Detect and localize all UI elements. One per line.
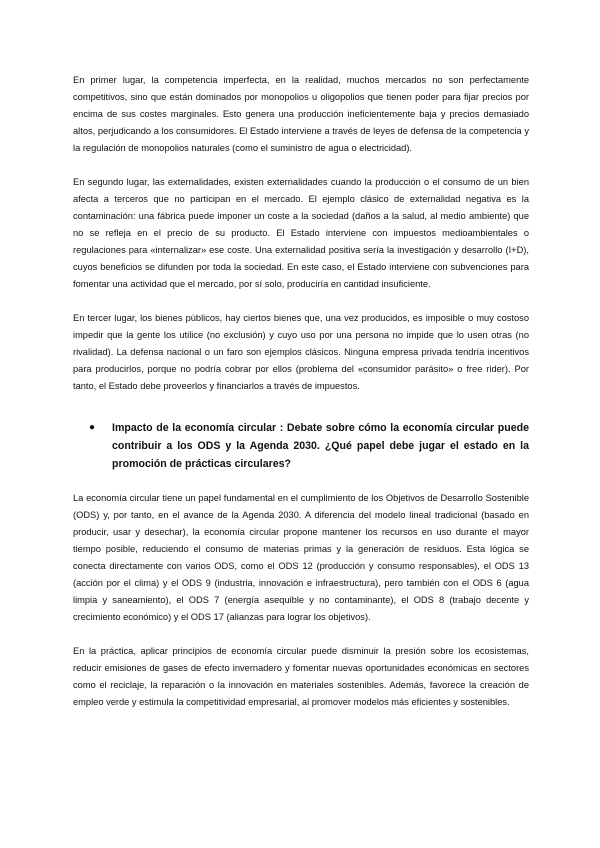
paragraph-circular-economy-ods: La economía circular tiene un papel fundamental en el cumplimiento de los Objetivos de Desarrollo Sostenible (ODS) y, por tanto, en el avance de la Agenda 2030. A diferencia del modelo lineal tradicional (basado en producir, usar y desechar), la economía circular propone mantener los recursos en uso durante el mayor tiempo posible, reduciendo el consumo de materias primas y la generación de residuos. Esta lógica se conecta directamente con varios ODS, como el ODS 12 (producción y consumo responsables), el ODS 13 (acción por el clima) y el ODS 9 (industria, innovación e infraestructura), pero también con el ODS 6 (agua limpia y saneamiento), el ODS 7 (energía asequible y no contaminante), el ODS 8 (trabajo decente y crecimiento económico) y el ODS 17 (alianzas para lograr los objetivos). (73, 493, 529, 622)
paragraph-imperfect-competition: En primer lugar, la competencia imperfecta, en la realidad, muchos mercados no son perfectamente competitivos, sino que están dominados por monopolios u oligopolios que tienen poder para fijar precios por encima de sus costes marginales. Esto genera una producción ineficientemente baja y precios demasiado altos, perjudicando a los consumidores. El Estado interviene a través de leyes de defensa de la competencia y la regulación de monopolios naturales (como el suministro de agua o electricidad). (73, 75, 529, 153)
paragraph-public-goods: En tercer lugar, los bienes públicos, hay ciertos bienes que, una vez producidos, es imposible o muy costoso impedir que la gente los utilice (no exclusión) y cuyo uso por una persona no impide que lo usen otras (no rivalidad). La defensa nacional o un faro son ejemplos clásicos. Ninguna empresa privada tendría incentivos para producirlos, porque no podría cobrar por ellos (problema del «consumidor parásito» o free rider). Por tanto, el Estado debe proveerlos y financiarlos a través de impuestos. (73, 313, 529, 391)
document-body (73, 72, 529, 728)
paragraph-circular-economy-practice: En la práctica, aplicar principios de economía circular puede disminuir la presión sobre los ecosistemas, reducir emisiones de gases de efecto invernadero y fomentar nuevas oportunidades económicas en sectores como el reciclaje, la reparación o la innovación en materiales sostenibles. Además, favorece la creación de empleo verde y estimula la competitividad empresarial, al promover modelos más eficientes y sostenibles. (73, 646, 529, 707)
bullet-heading-text: Impacto de la economía circular : Debate sobre cómo la economía circular puede contribuir a los ODS y la Agenda 2030. ¿Qué papel debe jugar el estado en la promoción de prácticas circulares? (112, 422, 529, 470)
bullet-dot-icon: ● (89, 422, 96, 433)
paragraph-externalities: En segundo lugar, las externalidades, existen externalidades cuando la producción o el consumo de un bien afecta a terceros que no participan en el mercado. El ejemplo clásico de externalidad negativa es la contaminación: una fábrica puede imponer un coste a la sociedad (daños a la salud, al medio ambiente) que no se refleja en el precio de su producto. El Estado interviene con impuestos medioambientales o regulaciones para «internalizar» ese coste. Una externalidad positiva sería la investigación y desarrollo (I+D), cuyos beneficios se difunden por toda la sociedad. En este caso, el Estado interviene con subvenciones para fomentar una actividad que el mercado, por sí solo, produciría en cantidad insuficiente. (73, 177, 529, 289)
bullet-heading-circular-economy (73, 419, 529, 473)
